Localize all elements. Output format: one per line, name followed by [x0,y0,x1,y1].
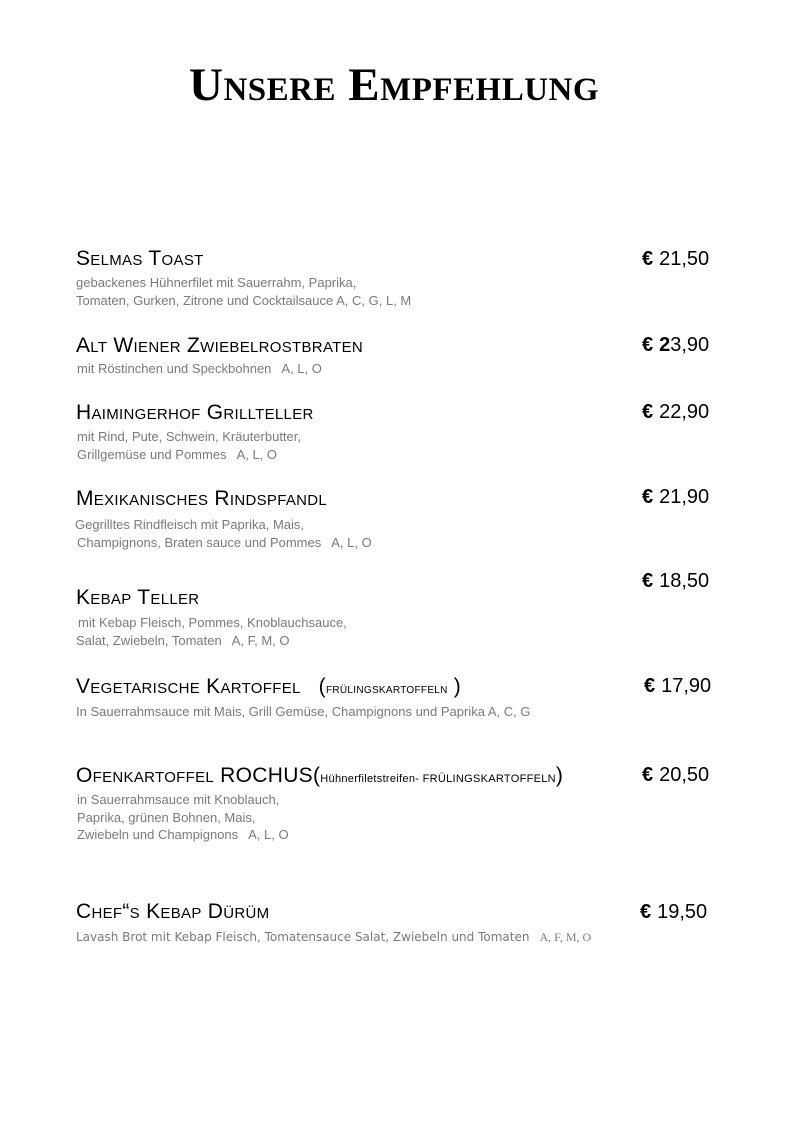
desc-line: Gegrilltes Rindfleisch mit Paprika, Mais, [75,517,305,532]
dish-name-ofenkartoffel-rochus: Ofenkartoffel ROCHUS(Hühnerfiletstreifen- FRÜLINGSKARTOFFELN) [76,764,564,787]
dish-name-selmas-toast: Selmas Toast [76,247,204,270]
dish-price [642,570,709,593]
page-title: Unsere Empfehlung [189,59,600,111]
price-value: 21,90 [659,486,710,508]
allergens: A, L, O [248,827,289,842]
price-value: 20,50 [659,764,710,786]
price-value: 22,90 [659,401,710,423]
dish-price [642,334,709,357]
dish-name-kebap-teller: Kebap Teller [76,586,200,609]
allergens: A, L, O [281,361,322,376]
desc-line: Champignons, Braten sauce und Pommes [77,534,322,550]
euro-sign: € [642,764,654,786]
desc-line: Grillgemüse und Pommes [77,446,227,462]
dish-name-vegetarische-kartoffel: Vegetarische Kartoffel (frülingskartoffeln ) [76,675,462,698]
desc-line: mit Kebap Fleisch, Pommes, Knoblauchsauce, [78,615,347,630]
dish-name-grillteller: Haimingerhof Grillteller [76,401,314,424]
desc-line: mit Röstinchen und Speckbohnen [77,361,272,376]
price-value: 19,50 [657,901,708,923]
price-value: 17,90 [661,675,712,697]
allergens: A, L, O [236,446,278,462]
desc-line: gebackenes Hühnerfilet mit Sauerrahm, Paprika, [76,275,357,290]
desc-line: In Sauerrahmsauce mit Mais, Grill Gemüse, Champignons und Paprika A, C, G [76,704,531,719]
allergens: A, L, O [331,534,372,550]
desc-line: Tomaten, Gurken, Zitrone und Cocktailsauce A, C, G, L, M [76,292,412,308]
dish-description [76,929,591,947]
allergens: A, F, M, O [231,632,290,648]
desc-line: Salat, Zwiebeln, Tomaten [76,632,222,648]
dish-price [642,486,709,509]
dish-description [76,614,347,649]
dish-price [642,764,709,787]
allergens: A, F, M, O [539,930,592,944]
euro-sign: € [642,248,654,270]
euro-sign: € [642,486,654,508]
dish-description [76,274,411,309]
dish-subtitle: Hühnerfiletstreifen- FRÜLINGSKARTOFFELN [320,773,556,785]
dish-price [642,248,709,271]
dish-name-text: Vegetarische Kartoffel [76,675,301,698]
price-value: 18,50 [659,570,710,592]
dish-description [77,360,322,378]
dish-subtitle: frülingskartoffeln [325,680,448,696]
euro-sign: € [642,334,654,356]
dish-description [76,703,530,721]
dish-name-rindspfandl: Mexikanisches Rindspfandl [76,487,328,510]
euro-sign: € [642,401,654,423]
price-value: 21,50 [659,248,710,270]
dish-price [640,901,707,924]
desc-line: mit Rind, Pute, Schwein, Kräuterbutter, [77,429,301,444]
euro-sign: € [640,901,652,923]
price-value-bold-part: 2 [659,334,671,356]
dish-description [77,791,289,844]
euro-sign: € [644,675,656,697]
desc-line: in Sauerrahmsauce mit Knoblauch, [77,792,280,807]
desc-line: Zwiebeln und Champignons [77,827,239,842]
dish-name-zwiebelrostbraten: Alt Wiener Zwiebelrostbraten [76,334,364,357]
dish-price [642,401,709,424]
dish-name-text: Ofenkartoffel ROCHUS [76,764,313,787]
dish-price [644,675,711,698]
euro-sign: € [642,570,654,592]
desc-line: Lavash Brot mit Kebap Fleisch, Tomatensauce Salat, Zwiebeln und Tomaten [76,930,530,944]
dish-name-chefs-kebap-durum: Chef“s Kebap Dürüm [76,900,270,923]
desc-line: Paprika, grünen Bohnen, Mais, [77,809,256,825]
price-value: 3,90 [670,334,710,356]
dish-description [77,428,301,463]
dish-description [75,516,372,551]
